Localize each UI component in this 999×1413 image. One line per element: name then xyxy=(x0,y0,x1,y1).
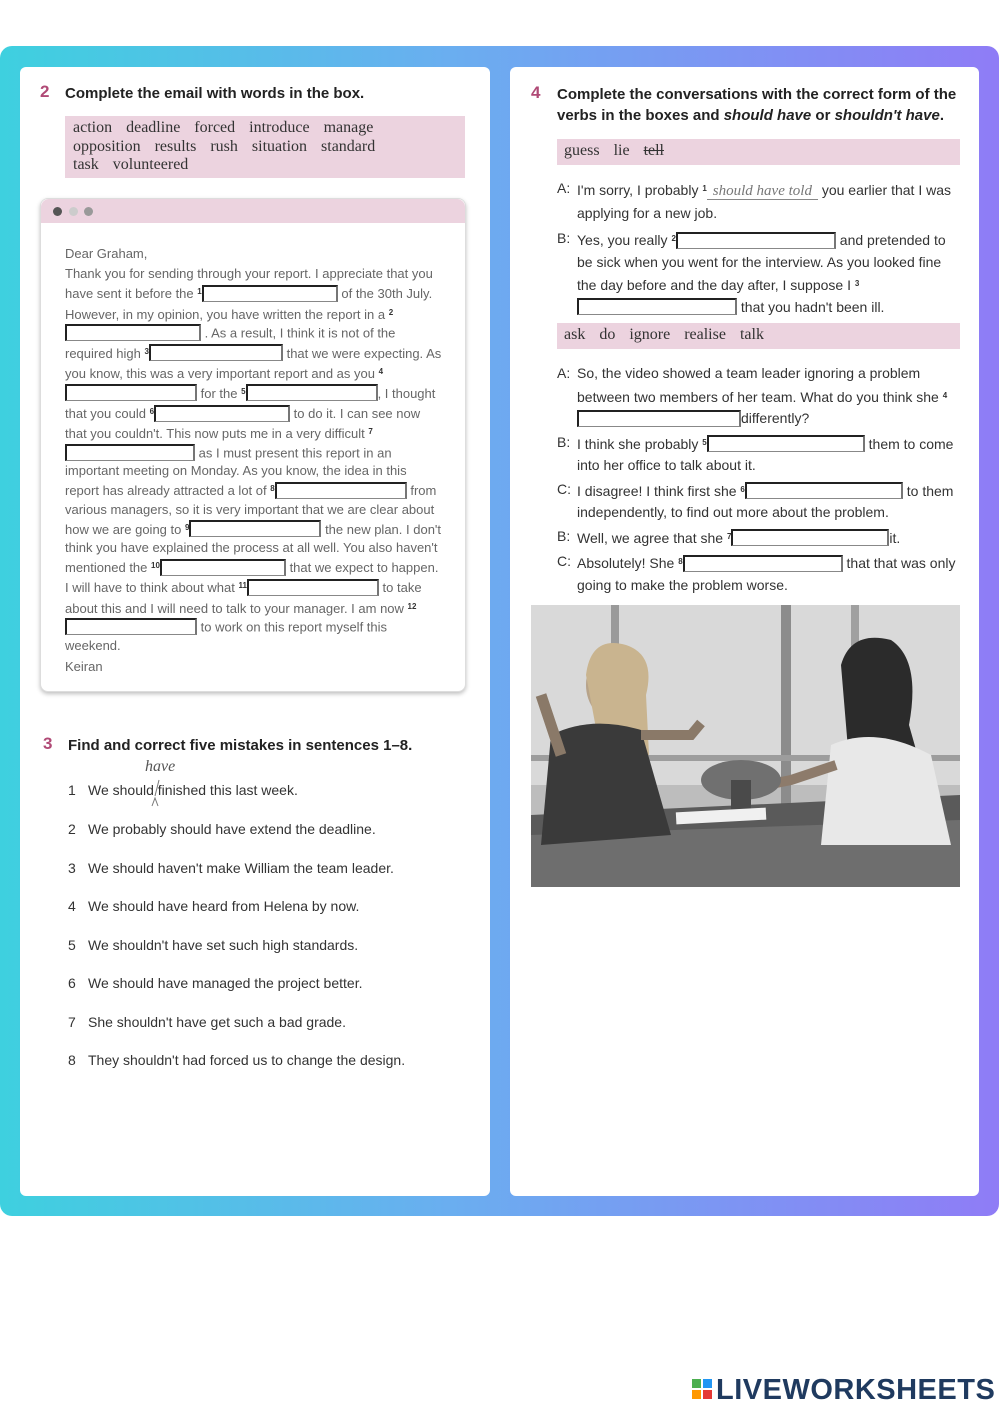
gap-input-4-6[interactable] xyxy=(745,482,903,499)
gap-input-2[interactable] xyxy=(65,324,201,341)
sentence-4: 4 We should have heard from Helena by now. xyxy=(68,898,360,914)
verb-item: guess xyxy=(564,142,600,159)
verb-item: lie xyxy=(613,142,630,159)
conv1-line-a: A: I'm sorry, I probably $^1$ should have told you earlier that I was applying for a new job. xyxy=(557,180,952,221)
photo-two-women-arguing xyxy=(531,605,960,887)
word-item: results xyxy=(154,137,197,155)
verb-item: tell xyxy=(643,142,664,159)
gap-input-4-8[interactable] xyxy=(683,555,843,572)
word-item: introduce xyxy=(249,119,310,136)
gap-input-10[interactable] xyxy=(160,559,286,576)
exercise-4-number: 4 xyxy=(531,83,541,102)
window-dot-icon xyxy=(53,207,62,216)
liveworksheets-logo-icon xyxy=(692,1379,712,1399)
conv2-line-4: B: Well, we agree that she $^7$ it. xyxy=(557,527,901,546)
sentence-7: 7 She shouldn't have get such a bad grade. xyxy=(68,1014,346,1030)
window-dot-icon xyxy=(84,207,93,216)
verb-item: ask xyxy=(564,326,586,343)
email-text: Thank you for sending through your report. I appreciate that you have sent it before the $^1$ of the 30th July. However, in my opinion, you have written the report in a $^2$ . As a result, I think it is not of the required high $^3$ that we were expecting. As you know, this was a very important report and as you $^4$ for the $^5$ , I thought that you could $^6$ to do it. I can see now that you couldn't. This now puts me in a very difficult $^7$ as I must present this report in an important meeting on Monday. As you know, the idea in this report has already attracted a lot of $^8$ from various managers, so it is very important that we are clear about how we are going to $^9$ the new plan. I don't think you have explained the process at all well. You also haven't mentioned the $^{10}$ that we expect to happen. I will have to think about what $^{11}$ to take about this and I will need to talk to your manager. I am now $^{12}$ to work on this report myself this weekend. xyxy=(65,266,442,653)
example-answer: should have told xyxy=(707,183,818,200)
email-window xyxy=(40,198,466,692)
conv2-line-1: A: So, the video showed a team leader ignoring a problem between two members of her team. What do you think she $^4$differently? xyxy=(557,365,948,426)
sentence-5: 5 We shouldn't have set such high standards. xyxy=(68,937,359,953)
gap-input-9[interactable] xyxy=(189,520,321,537)
verb-item: do xyxy=(599,326,616,343)
verb-box-2 xyxy=(557,323,960,349)
gap-input-1[interactable] xyxy=(202,285,338,302)
conv1-line-b: B: Yes, you really $^2$ and pretended to be sick when you went for the interview. As you looked fine the day before and the day after, I suppose I $^3$ that you hadn't been ill. xyxy=(557,230,946,315)
word-item: volunteered xyxy=(112,156,189,173)
verb-item: ignore xyxy=(629,326,671,343)
gap-input-3[interactable] xyxy=(149,344,283,361)
word-item: forced xyxy=(194,119,236,136)
verb-item: talk xyxy=(739,326,764,343)
word-box xyxy=(65,116,465,178)
gap-input-4-5[interactable] xyxy=(707,435,865,452)
gap-input-4-7[interactable] xyxy=(731,529,889,546)
gap-input-4-4[interactable] xyxy=(577,410,741,427)
exercise-4-title: Complete the conversations with the correct form of the verbs in the boxes and should have or shouldn't have. xyxy=(557,86,957,124)
word-item: deadline xyxy=(126,119,181,136)
gap-input-4-3[interactable] xyxy=(577,298,737,315)
email-signoff: Keiran xyxy=(65,658,103,674)
sentence-1: 1 We should finished this last week. xyxy=(68,782,298,798)
email-body xyxy=(65,245,443,676)
gap-input-7[interactable] xyxy=(65,444,195,461)
verb-box-1 xyxy=(557,139,960,165)
word-item: manage xyxy=(323,119,374,136)
conversation-2 xyxy=(557,363,962,596)
gap-input-12[interactable] xyxy=(65,618,197,635)
gap-input-5[interactable] xyxy=(246,384,378,401)
gap-input-4-2[interactable] xyxy=(676,232,836,249)
word-item: opposition xyxy=(73,137,141,155)
sentence-2: 2 We probably should have extend the deadline. xyxy=(68,821,376,837)
sentence-8: 8 They shouldn't had forced us to change the design. xyxy=(68,1052,406,1068)
email-greeting: Dear Graham, xyxy=(65,246,148,261)
sentence-3: 3 We should haven't make William the team leader. xyxy=(68,860,394,876)
conversation-1 xyxy=(557,178,962,318)
gap-input-4[interactable] xyxy=(65,384,197,401)
conv2-line-5: C: Absolutely! She $^8$ that that was only going to make the problem worse. xyxy=(557,553,956,593)
window-dot-icon xyxy=(69,207,78,216)
exercise-2-title: Complete the email with words in the box. xyxy=(65,85,365,102)
conv2-line-3: C: I disagree! I think first she $^6$ to them independently, to find out more about the problem. xyxy=(557,480,954,520)
word-item: situation xyxy=(251,137,308,155)
exercise-3-number: 3 xyxy=(43,734,53,753)
correction-example: have xyxy=(145,758,176,775)
gap-input-11[interactable] xyxy=(247,579,379,596)
liveworksheets-logo[interactable]: LIVEWORKSHEETS xyxy=(716,1374,996,1406)
word-item: task xyxy=(73,156,99,173)
gap-input-8[interactable] xyxy=(275,482,407,499)
word-item: rush xyxy=(210,137,238,155)
email-title-bar xyxy=(41,199,465,223)
conv2-line-2: B: I think she probably $^5$ them to come into her office to talk about it. xyxy=(557,433,954,473)
word-item: action xyxy=(73,119,113,136)
verb-item: realise xyxy=(684,326,726,343)
sentence-6: 6 We should have managed the project better. xyxy=(68,975,363,991)
gap-input-6[interactable] xyxy=(154,405,290,422)
exercise-2-number: 2 xyxy=(40,82,50,101)
word-item: standard xyxy=(321,137,376,155)
exercise-3-title: Find and correct five mistakes in sentences 1–8. xyxy=(68,737,413,754)
